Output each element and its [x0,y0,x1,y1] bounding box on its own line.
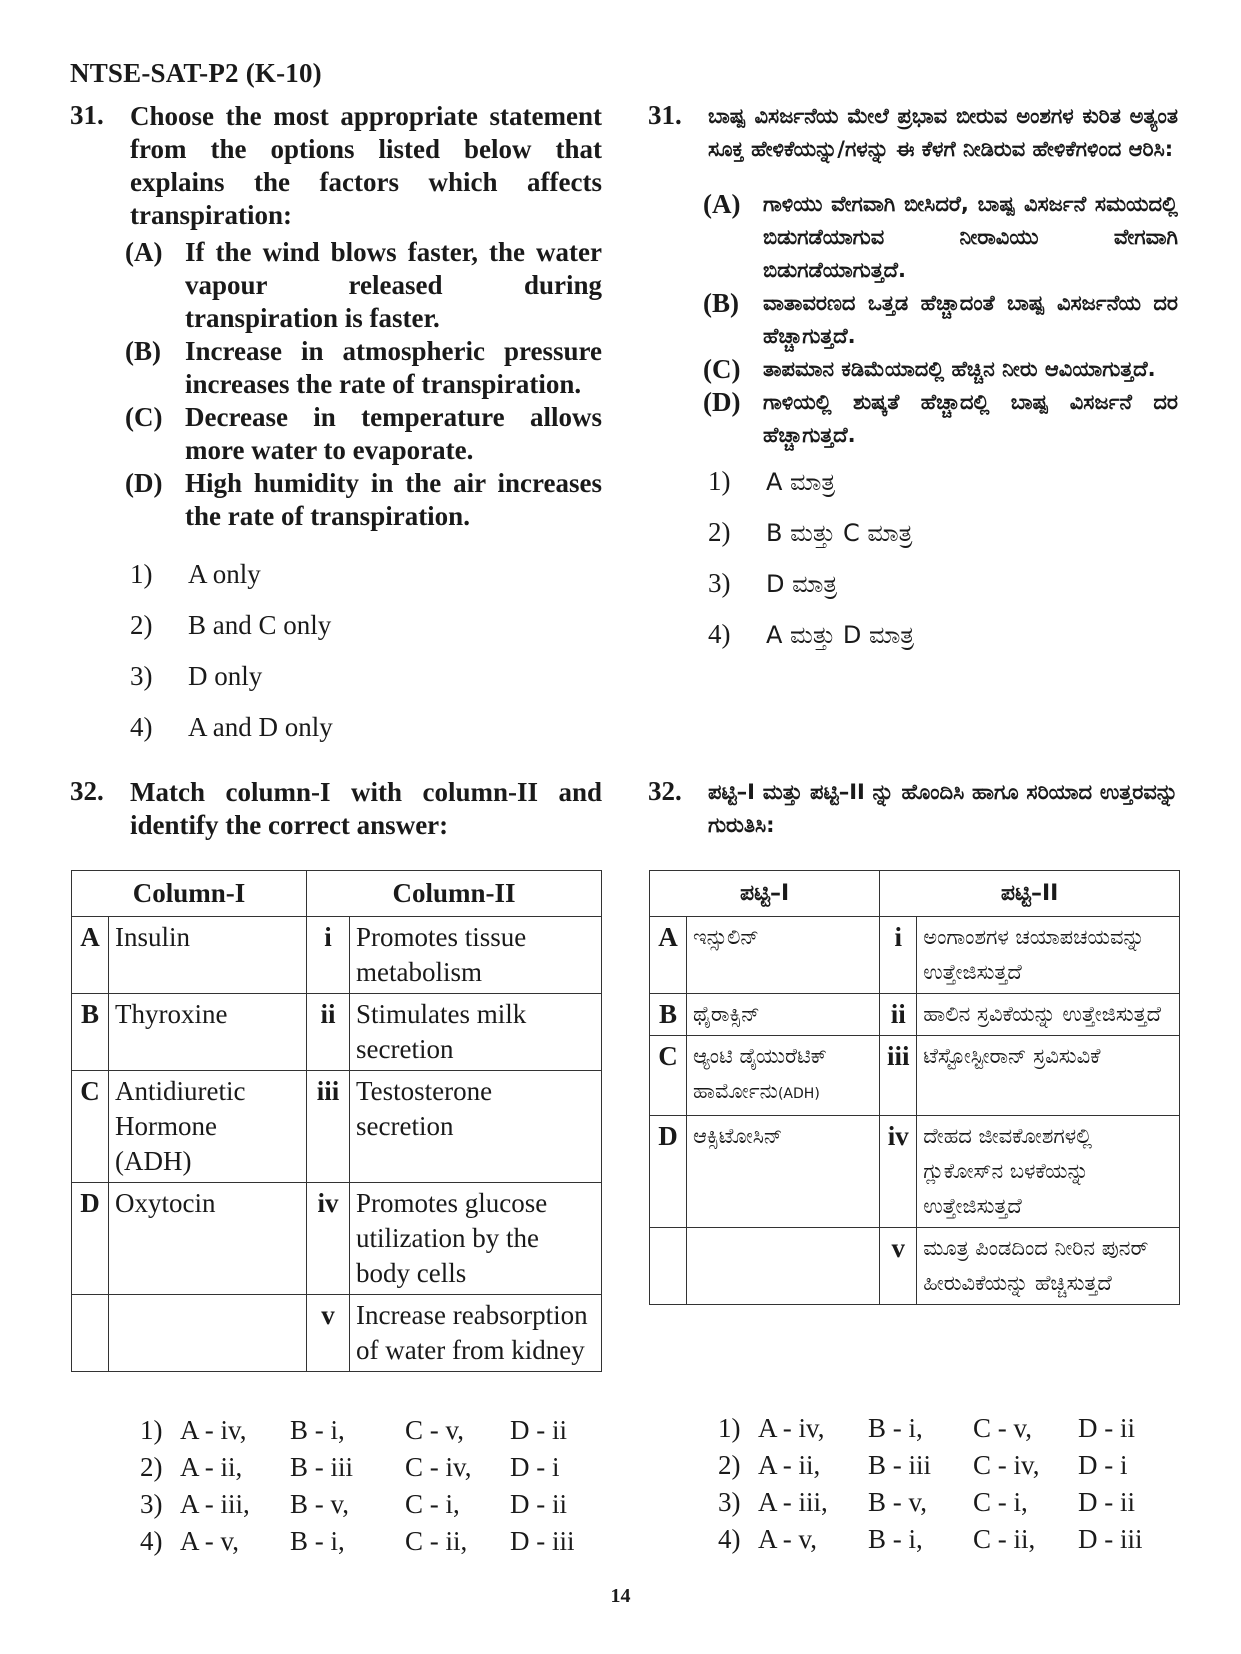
column-1-text: Oxytocin [109,1183,307,1295]
answer-c: C - ii, [405,1526,468,1556]
statement-c [125,401,602,467]
question-text: Match column-I with column-II and identify the correct answer: [130,777,602,840]
answer-option-2[interactable] [140,1449,590,1486]
option-text: D only [188,661,263,691]
column-2-text: ಟೆಸ್ಟೋಸ್ಟೀರಾನ್ ಸ್ರವಿಸುವಿಕೆ [917,1036,1180,1116]
answer-b: B - v, [290,1489,349,1519]
option-number: 4) [708,619,731,649]
answer-d: D - ii [1078,1487,1135,1517]
option-text: A only [188,559,261,589]
column-1-header: Column-I [72,871,307,917]
q32-kannada-heading [648,776,1178,842]
answer-number: 4) [140,1526,163,1556]
column-2-text: ಅಂಗಾಂಶಗಳ ಚಯಾಪಚಯವನ್ನು ಉತ್ತೇಜಿಸುತ್ತದೆ [917,917,1180,994]
column-2-text: Testosterone secretion [350,1071,602,1183]
option-number: 3) [130,661,153,691]
option-4[interactable] [130,702,602,753]
table-row [72,1071,602,1183]
row-label: B [650,994,687,1036]
option-4[interactable] [708,609,1178,660]
row-label: D [650,1116,687,1228]
statement-label: (B) [125,336,161,366]
row-label: D [72,1183,109,1295]
answer-d: D - iii [510,1526,575,1556]
statement-text: Decrease in temperature allows more water to evaporate. [185,402,602,465]
answer-option-3[interactable] [140,1486,590,1523]
answer-option-2[interactable] [718,1447,1158,1484]
column-2-text: Stimulates milk secretion [350,994,602,1071]
hormone-name: ಆ್ಯಂಟಿ ಡೈಯುರೆಟಿಕ್ ಹಾರ್ಮೋನು [693,1044,827,1103]
answer-b: B - iii [290,1452,354,1482]
question-number: 31. [70,100,104,130]
page-header: NTSE-SAT-P2 (K-10) [70,58,322,88]
option-1[interactable] [130,549,602,600]
statement-c [703,353,1178,386]
answer-option-4[interactable] [140,1523,590,1560]
statement-a [703,188,1178,287]
answer-a: A - ii, [180,1452,243,1482]
q31-english [70,100,602,753]
answer-a: A - iv, [758,1413,825,1443]
row-numeral: v [880,1228,917,1305]
answer-a: A - iii, [758,1487,828,1517]
option-2[interactable] [130,600,602,651]
table-row [72,1295,602,1372]
column-2-text: Promotes tissue metabolism [350,917,602,994]
table-row [72,917,602,994]
q31-kannada [648,100,1178,660]
table-row [650,994,1180,1036]
column-1-text: Insulin [109,917,307,994]
option-number: 1) [130,559,153,589]
option-1[interactable] [708,456,1178,507]
column-1-text [687,1228,880,1305]
answer-option-1[interactable] [140,1412,590,1449]
row-label: C [650,1036,687,1116]
answer-options-kannada [718,1410,1158,1558]
row-numeral: ii [880,994,917,1036]
statement-label: (D) [703,387,741,417]
statement-b [703,287,1178,353]
column-1-text: ಇನ್ಸುಲಿನ್ [687,917,880,994]
option-text: A ಮಾತ್ರ [766,467,836,496]
statement-text: ಗಾಳಿಯಲ್ಲಿ ಶುಷ್ಕತೆ ಹೆಚ್ಚಾದಲ್ಲಿ ಬಾಷ್ಪ ವಿಸರ್ಜನೆ ದರ ಹೆಚ್ಚಾಗುತ್ತದೆ. [763,390,1178,447]
answer-option-1[interactable] [718,1410,1158,1447]
option-number: 2) [130,610,153,640]
match-table-english [71,870,602,1372]
row-numeral: v [307,1295,350,1372]
row-numeral: i [307,917,350,994]
page-number: 14 [610,1585,631,1607]
answer-c: C - iv, [405,1452,472,1482]
answer-d: D - i [510,1452,560,1482]
row-numeral: i [880,917,917,994]
option-text: A and D only [188,712,333,742]
answer-b: B - i, [868,1524,923,1554]
answer-d: D - iii [1078,1524,1143,1554]
adh-abbrev: (ADH) [777,1086,820,1102]
row-label [650,1228,687,1305]
answer-c: C - v, [973,1413,1032,1443]
question-number: 32. [648,776,682,806]
statement-text: ತಾಪಮಾನ ಕಡಿಮೆಯಾದಲ್ಲಿ ಹೆಚ್ಚಿನ ನೀರು ಆವಿಯಾಗುತ್ತದೆ. [763,357,1156,381]
option-number: 1) [708,466,731,496]
table-row [72,994,602,1071]
answer-d: D - ii [1078,1413,1135,1443]
option-text: D ಮಾತ್ರ [766,569,838,598]
option-2[interactable] [708,507,1178,558]
question-number: 32. [70,776,104,806]
answer-a: A - v, [758,1524,817,1554]
answer-c: C - iv, [973,1450,1040,1480]
option-text: B and C only [188,610,332,640]
column-2-text: Increase reabsorption of water from kidney [350,1295,602,1372]
statement-list [125,236,602,533]
answer-c: C - v, [405,1415,464,1445]
answer-b: B - iii [868,1450,932,1480]
option-3[interactable] [130,651,602,702]
column-2-text: ಮೂತ್ರ ಪಿಂಡದಿಂದ ನೀರಿನ ಪುನರ್ ಹೀರುವಿಕೆಯನ್ನು ಹೆಚ್ಚಿಸುತ್ತದೆ [917,1228,1180,1305]
table-row [72,1183,602,1295]
column-1-text: Thyroxine [109,994,307,1071]
answer-option-3[interactable] [718,1484,1158,1521]
statement-label: (D) [125,468,163,498]
option-text: B ಮತ್ತು C ಮಾತ್ರ [766,518,913,547]
statement-list [703,188,1178,452]
statement-text: ವಾತಾವರಣದ ಒತ್ತಡ ಹೆಚ್ಚಾದಂತೆ ಬಾಷ್ಪ ವಿಸರ್ಜನೆಯ ದರ ಹೆಚ್ಚಾಗುತ್ತದೆ. [763,291,1178,348]
table-row [650,1116,1180,1228]
statement-d [125,467,602,533]
option-text: A ಮತ್ತು D ಮಾತ್ರ [766,620,915,649]
question-text: ಪಟ್ಟಿ–I ಮತ್ತು ಪಟ್ಟಿ–II ನ್ನು ಹೊಂದಿಸಿ ಹಾಗೂ ಸರಿಯಾದ ಉತ್ತರವನ್ನು ಗುರುತಿಸಿ: [708,780,1178,837]
column-1-header: ಪಟ್ಟಿ–I [650,871,880,917]
column-2-header: Column-II [307,871,602,917]
table-row [650,1228,1180,1305]
statement-label: (A) [125,237,163,267]
row-label: C [72,1071,109,1183]
statement-text: ಗಾಳಿಯು ವೇಗವಾಗಿ ಬೀಸಿದರೆ, ಬಾಷ್ಪ ವಿಸರ್ಜನೆ ಸಮಯದಲ್ಲಿ ಬಿಡುಗಡೆಯಾಗುವ ನೀರಾವಿಯು ವೇಗವಾಗಿ ಬಿಡುಗಡೆಯಾಗುತ್ತದೆ. [763,192,1178,282]
match-table-kannada [649,870,1180,1305]
question-text: ಬಾಷ್ಪ ವಿಸರ್ಜನೆಯ ಮೇಲೆ ಪ್ರಭಾವ ಬೀರುವ ಅಂಶಗಳ ಕುರಿತ ಅತ್ಯಂತ ಸೂಕ್ತ ಹೇಳಿಕೆಯನ್ನು/ಗಳನ್ನು ಈ ಕೆಳಗೆ ನೀಡಿರುವ ಹೇಳಿಕೆಗಳಿಂದ ಆರಿಸಿ: [708,104,1178,161]
answer-number: 4) [718,1524,741,1554]
column-1-text: ಥೈರಾಕ್ಸಿನ್ [687,994,880,1036]
row-numeral: iii [880,1036,917,1116]
statement-text: High humidity in the air increases the rate of transpiration. [185,468,602,531]
answer-c: C - i, [973,1487,1028,1517]
answer-number: 3) [718,1487,741,1517]
answer-a: A - ii, [758,1450,821,1480]
answer-c: C - i, [405,1489,460,1519]
row-label: A [650,917,687,994]
answer-number: 1) [718,1413,741,1443]
row-numeral: iv [307,1183,350,1295]
statement-label: (B) [703,288,739,318]
statement-text: If the wind blows faster, the water vapour released during transpiration is faster. [185,237,602,333]
option-3[interactable] [708,558,1178,609]
row-numeral: iii [307,1071,350,1183]
answer-option-4[interactable] [718,1521,1158,1558]
option-number: 2) [708,517,731,547]
answer-b: B - v, [868,1487,927,1517]
column-1-text [109,1295,307,1372]
answer-d: D - ii [510,1489,567,1519]
answer-number: 1) [140,1415,163,1445]
statement-a [125,236,602,335]
column-2-text: Promotes glucose utilization by the body cells [350,1183,602,1295]
statement-b [125,335,602,401]
answer-a: A - iii, [180,1489,250,1519]
statement-d [703,386,1178,452]
column-2-text: ದೇಹದ ಜೀವಕೋಶಗಳಲ್ಲಿ ಗ್ಲುಕೋಸ್‌ನ ಬಳಕೆಯನ್ನು ಉತ್ತೇಜಿಸುತ್ತದೆ [917,1116,1180,1228]
statement-text: Increase in atmospheric pressure increases the rate of transpiration. [185,336,602,399]
answer-b: B - i, [290,1415,345,1445]
answer-b: B - i, [290,1526,345,1556]
option-list [130,549,602,753]
answer-b: B - i, [868,1413,923,1443]
row-numeral: iv [880,1116,917,1228]
option-list [708,456,1178,660]
table-row [650,917,1180,994]
answer-number: 2) [718,1450,741,1480]
option-number: 4) [130,712,153,742]
column-1-text [687,1036,880,1116]
answer-number: 3) [140,1489,163,1519]
answer-a: A - v, [180,1526,239,1556]
row-label [72,1295,109,1372]
question-text: Choose the most appropriate statement from the options listed below that explains the factors which affects transpiration: [130,101,602,230]
answer-c: C - ii, [973,1524,1036,1554]
q32-english-heading [70,776,602,842]
column-1-text: Antidiuretic Hormone (ADH) [109,1071,307,1183]
row-label: A [72,917,109,994]
row-label: B [72,994,109,1071]
answer-options-english [140,1412,590,1560]
statement-label: (C) [703,354,741,384]
answer-number: 2) [140,1452,163,1482]
column-2-text: ಹಾಲಿನ ಸ್ರವಿಕೆಯನ್ನು ಉತ್ತೇಜಿಸುತ್ತದೆ [917,994,1180,1036]
statement-label: (A) [703,189,741,219]
answer-d: D - i [1078,1450,1128,1480]
table-row [650,1036,1180,1116]
answer-a: A - iv, [180,1415,247,1445]
option-number: 3) [708,568,731,598]
row-numeral: ii [307,994,350,1071]
column-2-header: ಪಟ್ಟಿ–II [880,871,1180,917]
statement-label: (C) [125,402,163,432]
question-number: 31. [648,100,682,130]
column-1-text: ಆಕ್ಸಿಟೋಸಿನ್ [687,1116,880,1228]
answer-d: D - ii [510,1415,567,1445]
